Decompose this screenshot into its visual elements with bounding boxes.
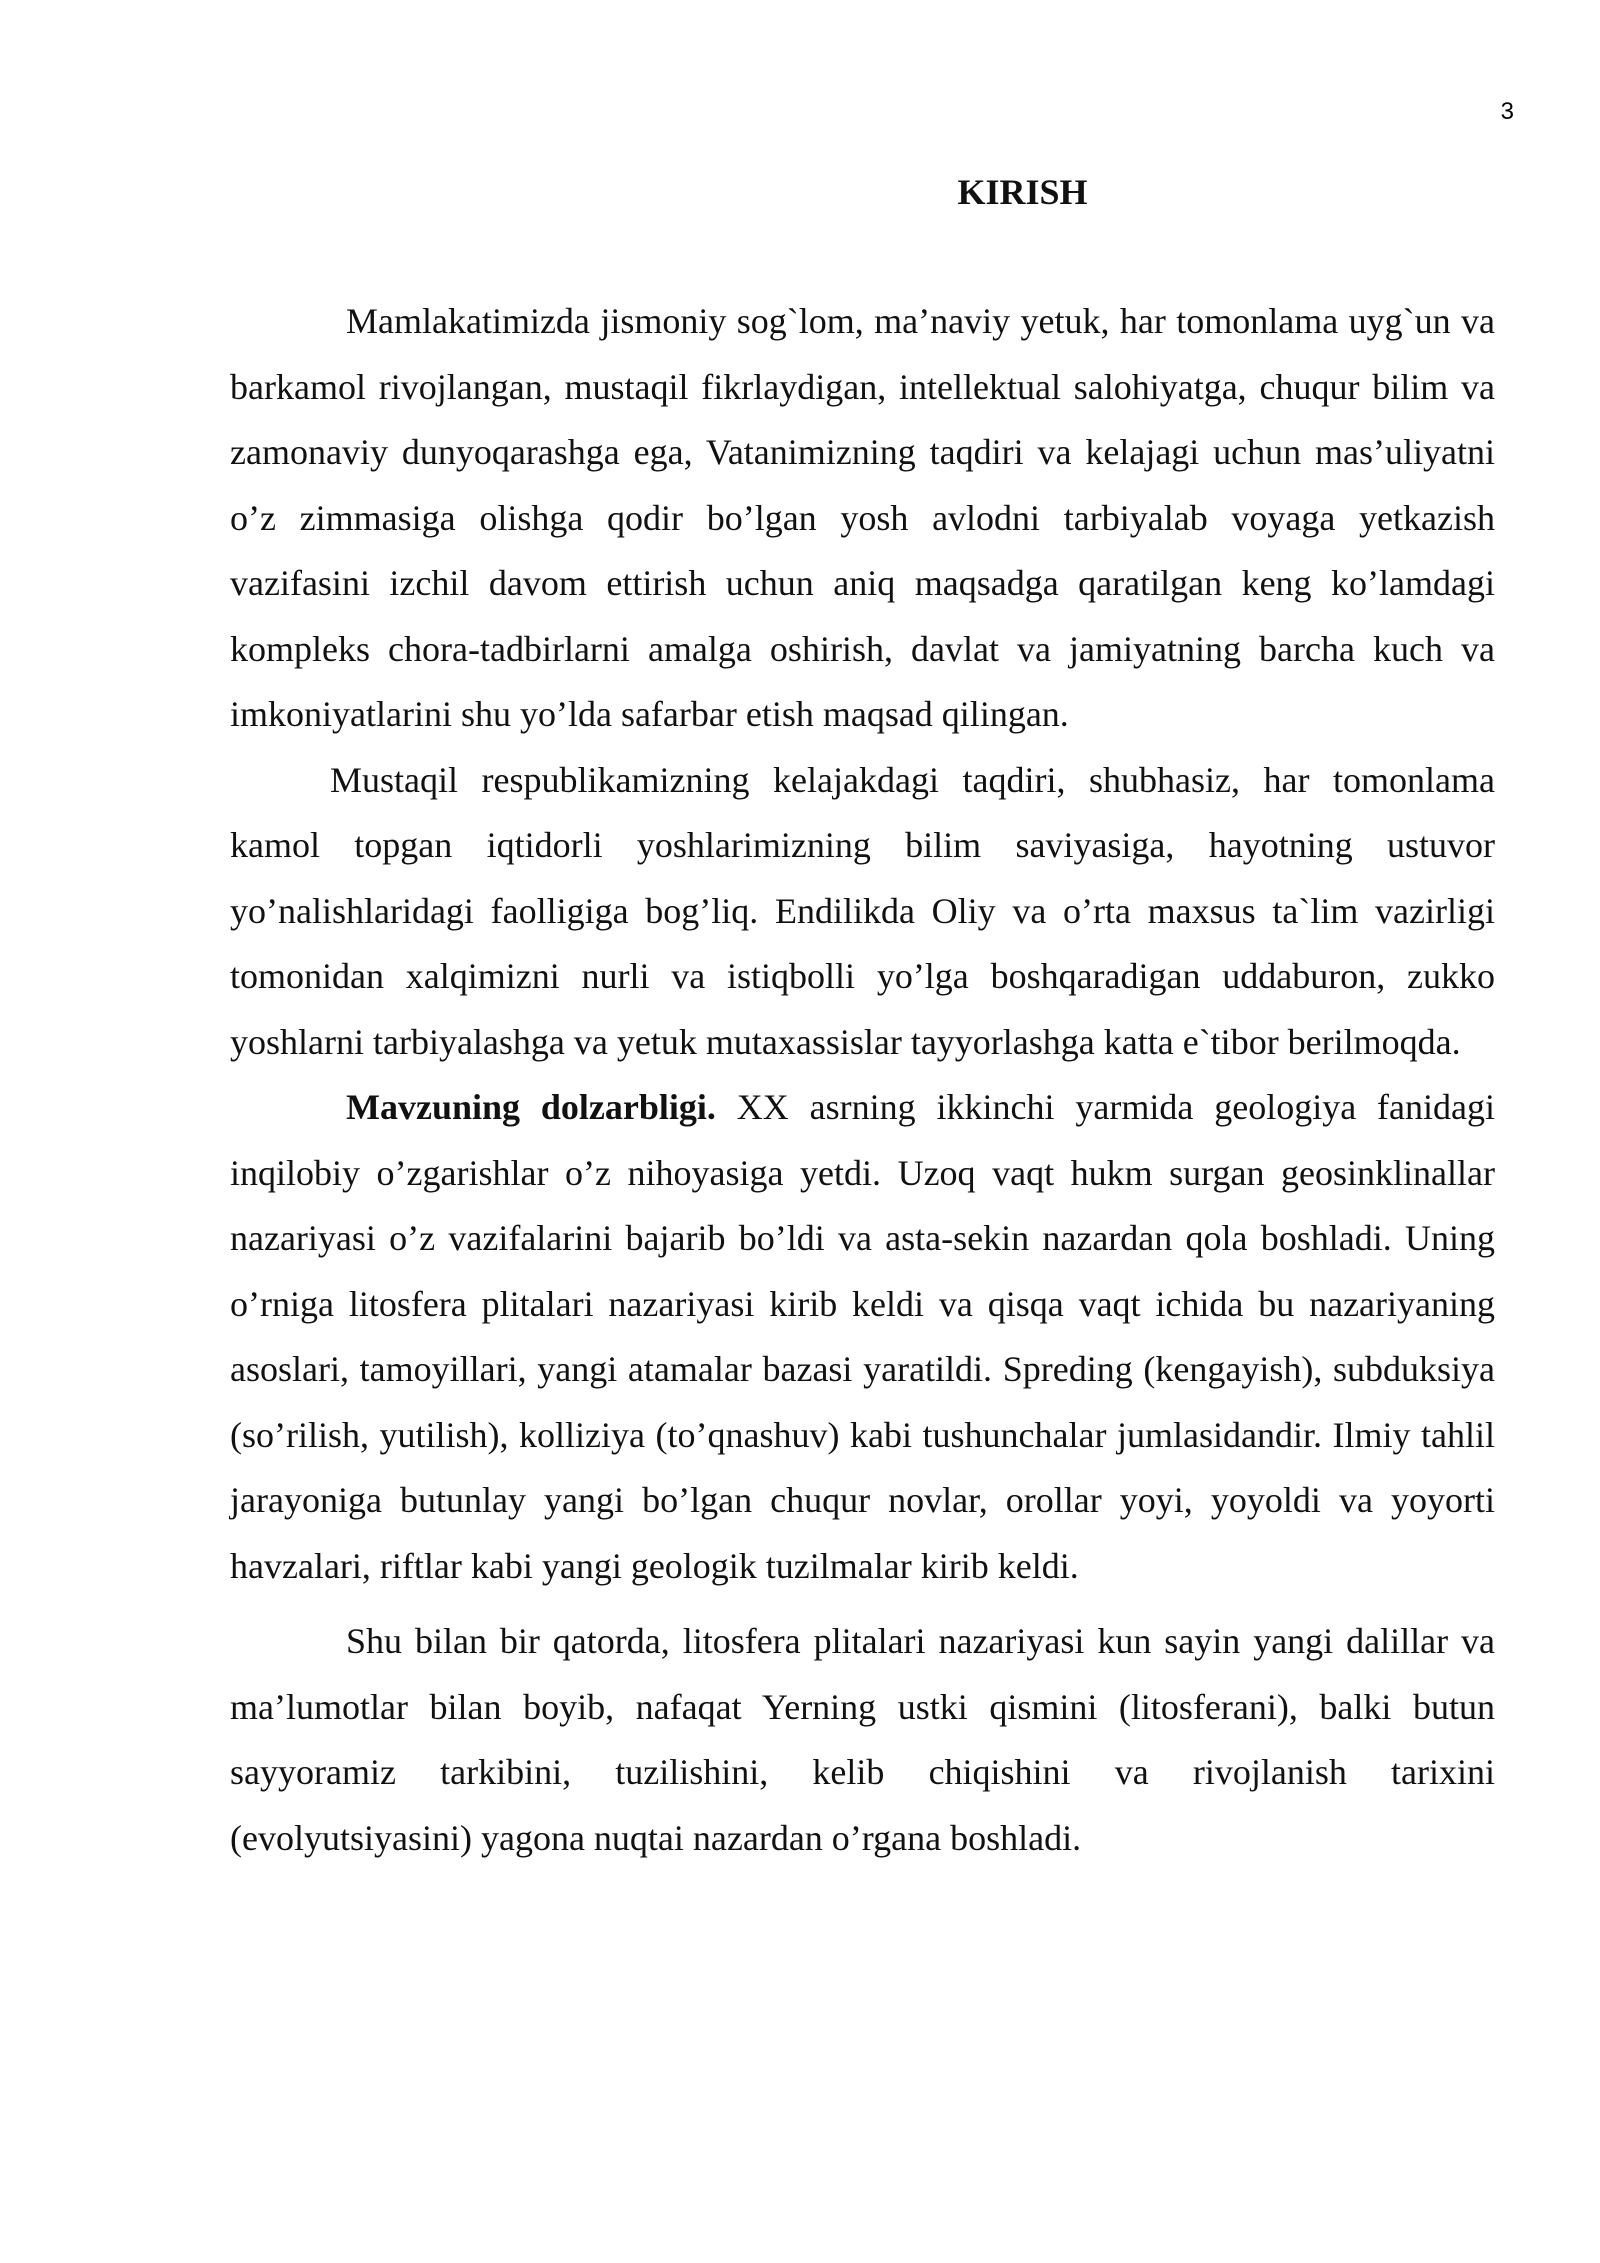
paragraph-intro — [230, 289, 1495, 748]
page-number: 3 — [1500, 98, 1514, 125]
paragraph-relevance — [230, 1075, 1495, 1599]
paragraph-republic — [230, 748, 1495, 1076]
paragraph-text: Mamlakatimizda jismoniy sog`lom, ma’naviy yetuk, har tomonlama uyg`un va barkamol rivojlangan, mustaqil fikrlaydigan, intellektual salohiyatga, chuqur bilim va zamonaviy dunyoqarashga ega, Vatanimizning taqdiri va kelajagi uchun mas’uliyatni o’z zimmasiga olishga qodir bo’lgan yosh avlodni tarbiyalab voyaga yetkazish vazifasini izchil davom ettirish uchun aniq maqsadga qaratilgan keng ko’lamdagi kompleks chora-tadbirlarni amalga oshirish, davlat va jamiyatning barcha kuch va imkoniyatlarini shu yo’lda safarbar etish maqsad qilingan. — [230, 301, 1495, 734]
paragraph-lead: Mavzuning dolzarbligi. — [346, 1087, 716, 1127]
paragraph-text: Mustaqil respublikamizning kelajakdagi taqdiri, shubhasiz, har tomonlama kamol topgan iqtidorli yoshlarimizning bilim saviyasiga, hayotning ustuvor yo’nalishlaridagi faolligiga bog’liq. Endilikda Oliy va o’rta maxsus ta`lim vazirligi tomonidan xalqimizni nurli va istiqbolli yo’lga boshqaradigan uddaburon, zukko yoshlarni tarbiyalashga va yetuk mutaxassislar tayyorlashga katta e`tibor berilmoqda. — [230, 759, 1495, 1062]
paragraph-lithosphere — [230, 1609, 1495, 1871]
section-heading: KIRISH — [957, 172, 1088, 212]
paragraph-text: Shu bilan bir qatorda, litosfera plitalari nazariyasi kun sayin yangi dalillar va ma’lumotlar bilan boyib, nafaqat Yerning ustki qismini (litosferani), balki butun sayyoramiz tarkibini, tuzilishini, kelib chiqishini va rivojlanish tarixini (evolyutsiyasini) yagona nuqtai nazardan o’rgana boshladi. — [230, 1621, 1495, 1858]
paragraph-text: XX asrning ikkinchi yarmida geologiya fanidagi inqilobiy o’zgarishlar o’z nihoyasiga yetdi. Uzoq vaqt hukm surgan geosinklinallar nazariyasi o’z vazifalarini bajarib bo’ldi va asta-sekin nazardan qola boshladi. Uning o’rniga litosfera plitalari nazariyasi kirib keldi va qisqa vaqt ichida bu nazariyaning asoslari, tamoyillari, yangi atamalar bazasi yaratildi. Spreding (kengayish), subduksiya (so’rilish, yutilish), kolliziya (to’qnashuv) kabi tushunchalar jumlasidandir. Ilmiy tahlil jarayoniga butunlay yangi bo’lgan chuqur novlar, orollar yoyi, yoyoldi va yoyorti havzalari, riftlar kabi yangi geologik tuzilmalar kirib keldi. — [230, 1087, 1496, 1586]
document-body — [230, 165, 1495, 1871]
